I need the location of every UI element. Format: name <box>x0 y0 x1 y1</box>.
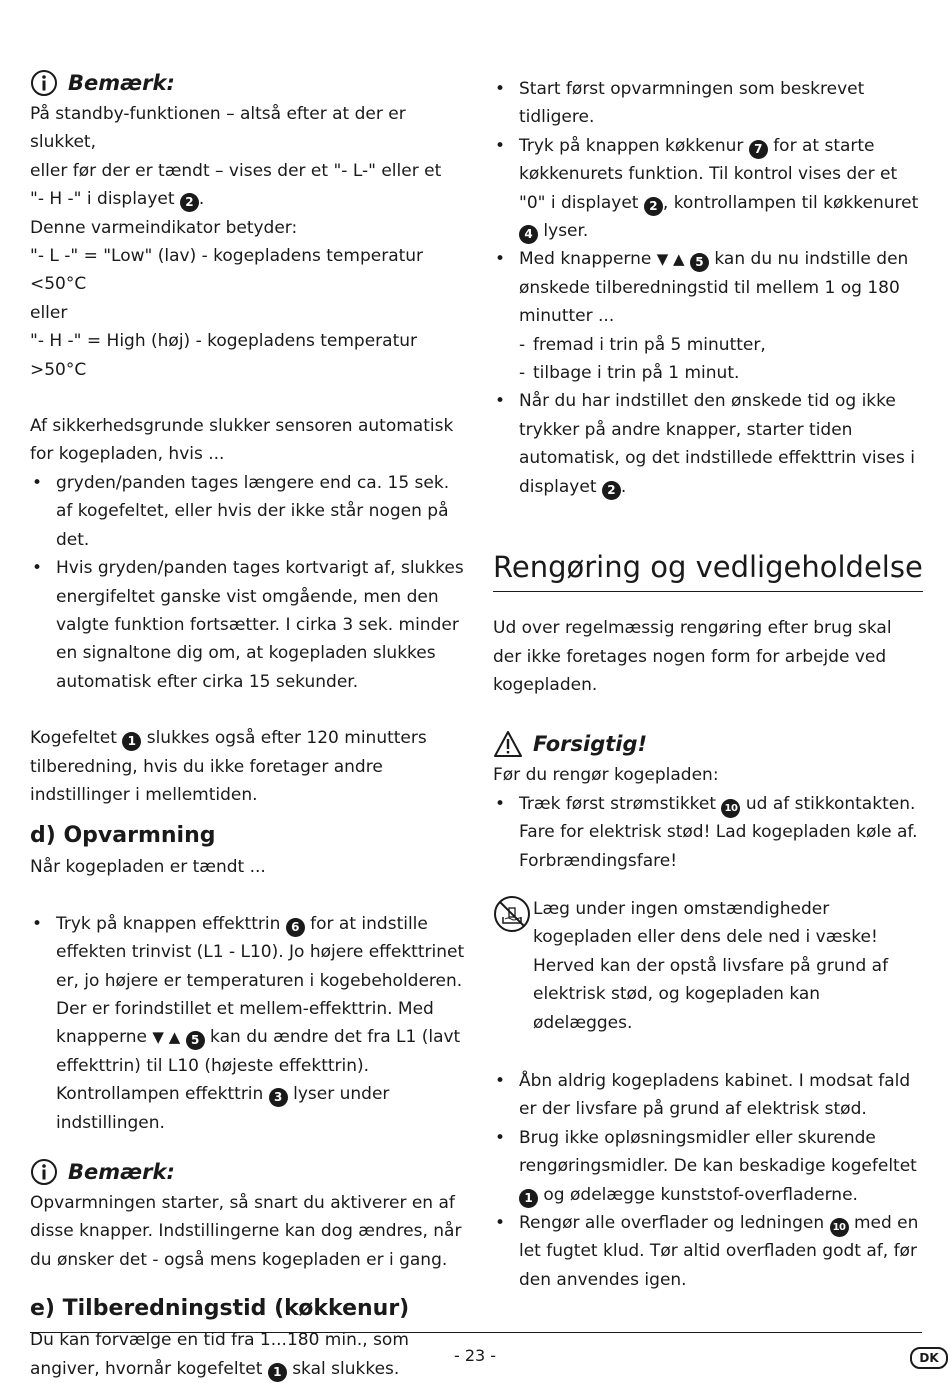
note-line: På standby-funktionen – altså efter at der er slukket, <box>30 104 406 153</box>
left-column <box>30 62 465 1383</box>
note-line: eller <box>30 302 68 323</box>
list-item: • Åbn aldrig kogepladens kabinet. I modsat fald er der livsfare på grund af elektrisk stød. <box>493 1067 923 1124</box>
safety-list <box>30 469 465 696</box>
list-item: • Start først opvarmningen som beskrevet tidligere. <box>493 75 923 132</box>
text: slukkes også efter 120 minutters tilberedning, hvis du ikke foretager andre indstillinger i mellemtiden. <box>30 728 427 805</box>
info-circle-icon <box>30 69 58 97</box>
number-badge: 2 <box>644 197 663 216</box>
section-heading-cleaning: Rengøring og vedligeholdelse <box>493 545 923 592</box>
list-item: • Hvis gryden/panden tages kortvarigt af, slukkes energifeltet ganske vist omgående, men den valgte funktion fortsætter. I cirka 3 sek. minder en signaltone dig om, at kogepladen slukkes automatisk efter cirka 15 sekunder. <box>30 554 465 696</box>
timer-sub-list <box>493 331 923 388</box>
footer-rule <box>30 1332 922 1333</box>
warning-triangle-icon <box>493 730 523 758</box>
text: Brug ikke opløsningsmidler eller skurende rengøringsmidler. De kan beskadige kogefeltet <box>519 1127 917 1177</box>
number-badge: 7 <box>749 140 768 159</box>
text: Træk først strømstikket <box>519 793 722 814</box>
cleaning-list <box>493 1067 923 1294</box>
note-title: Bemærk: <box>68 71 175 95</box>
heating-list <box>30 910 465 1137</box>
arrow-down-up-icon: ▼ ▲ <box>152 1028 181 1047</box>
timer-steps-list-2 <box>493 387 923 501</box>
text: for at indstille effekten trinvist (L1 - L10). Jo højere effekttrinet er, jo højere er temperaturen i kogebeholderen. Der er forindstillet et mellem-effekttrin. Med knapperne <box>56 913 465 1048</box>
caution-heading <box>493 727 923 761</box>
auto-off-paragraph <box>30 724 465 809</box>
number-badge: 5 <box>186 1031 205 1050</box>
text: for at starte køkkenurets funktion. Til kontrol vises der et "0" i displayet <box>519 135 898 213</box>
note-heading <box>30 66 465 100</box>
no-immersion-warning <box>493 895 923 1037</box>
text: med en let fugtet klud. Tør altid overfladen godt af, før den anvendes igen. <box>519 1213 919 1290</box>
caution-list <box>493 790 923 875</box>
language-badge: DK <box>910 1347 948 1369</box>
list-item <box>493 387 923 501</box>
number-badge: 3 <box>269 1088 288 1107</box>
note-line: "- H -" = High (høj) - kogepladens temperatur <box>30 331 418 352</box>
no-immersion-text: Læg under ingen omstændigheder kogepladen eller dens dele ned i væske! Herved kan der opstå livsfare på grund af elektrisk stød, og kogepladen kan ødelægges. <box>533 898 889 1033</box>
text: skal slukkes. <box>286 1358 400 1379</box>
note-text: Opvarmningen starter, så snart du aktiverer en af disse knapper. Indstillingerne kan dog ændres, når du ønsker det - også mens kogepladen er i gang. <box>30 1193 462 1270</box>
text: lyser under indstillingen. <box>56 1084 390 1133</box>
text: lyser. <box>538 221 589 242</box>
caution-title: Forsigtig! <box>533 732 648 757</box>
text: Kogefeltet <box>30 728 123 749</box>
arrow-down-up-icon: ▼ ▲ <box>656 250 685 269</box>
text: . <box>198 189 205 210</box>
caution-intro: Før du rengør kogepladen: <box>493 765 719 786</box>
text: kan du nu indstille den ønskede tilberedningstid til mellem 1 og 180 minutter ... <box>519 249 909 327</box>
text: Rengør alle overflader og ledningen <box>519 1213 830 1233</box>
note-line: >50°C <box>30 359 87 380</box>
text: kan du ændre det fra L1 (lavt effekttrin) til L10 (højeste effekttrin). Kontrollampen effekttrin <box>56 1027 461 1105</box>
page-number: - 23 - <box>453 1346 497 1365</box>
note-line <box>30 185 465 213</box>
list-item: - fremad i trin på 5 minutter, <box>493 331 923 359</box>
text: ud af stikkontakten. Fare for elektrisk stød! Lad kogepladen køle af. Forbrændingsfare! <box>519 793 918 871</box>
text: og ødelægge kunststof-overfladerne. <box>538 1184 858 1205</box>
note-line: Denne varmeindikator betyder: <box>30 217 298 238</box>
section-heading-timer: e) Tilberedningstid (køkkenur) <box>30 1296 410 1322</box>
number-badge: 2 <box>602 481 621 500</box>
safety-intro: Af sikkerhedsgrunde slukker sensoren automatisk for kogepladen, hvis ... <box>30 416 454 465</box>
note-title: Bemærk: <box>68 1160 175 1184</box>
right-column <box>493 75 923 1294</box>
list-item <box>493 1209 923 1294</box>
number-badge: 5 <box>690 253 709 272</box>
heating-intro: Når kogepladen er tændt ... <box>30 857 266 878</box>
note-line: <50°C <box>30 274 87 295</box>
text: , kontrollampen til køkkenuret <box>662 192 919 213</box>
list-item <box>30 910 465 1137</box>
number-badge: 6 <box>286 918 305 937</box>
section-heading-heating: d) Opvarmning <box>30 823 216 849</box>
number-badge: 10 <box>830 1218 849 1237</box>
text: Når du har indstillet den ønskede tid og ikke trykker på andre knapper, starter tiden automatisk, og det indstillede effekttrin vises i displayet <box>519 391 915 497</box>
info-circle-icon <box>30 1158 58 1186</box>
number-badge: 2 <box>180 193 199 212</box>
number-badge: 1 <box>268 1363 287 1382</box>
text: Med knapperne <box>519 249 657 270</box>
text: Du kan forvælge en tid fra 1...180 min., som angiver, hvornår kogefeltet <box>30 1330 409 1379</box>
list-item <box>493 1124 923 1209</box>
text: Tryk på knappen effekttrin <box>56 913 286 934</box>
number-badge: 4 <box>519 225 538 244</box>
list-item: - tilbage i trin på 1 minut. <box>493 359 923 387</box>
number-badge: 10 <box>721 799 740 818</box>
number-badge: 1 <box>122 732 141 751</box>
number-badge: 1 <box>519 1189 538 1208</box>
note-heading <box>30 1155 465 1189</box>
note-line: eller før der er tændt – vises der et "- L-" eller et <box>30 160 442 181</box>
text: . <box>620 476 627 497</box>
list-item <box>493 790 923 875</box>
cleaning-intro: Ud over regelmæssig rengøring efter brug skal der ikke foretages nogen form for arbejde ved kogepladen. <box>493 618 892 695</box>
timer-steps-list <box>493 75 923 331</box>
note-line: "- L -" = "Low" (lav) - kogepladens temperatur <box>30 246 424 267</box>
list-item <box>493 245 923 330</box>
list-item <box>493 132 923 246</box>
text: "- H -" i displayet <box>30 189 180 210</box>
list-item: • gryden/panden tages længere end ca. 15 sek. af kogefeltet, eller hvis der ikke står nogen på det. <box>30 469 465 554</box>
no-immersion-icon <box>493 895 531 933</box>
text: Tryk på knappen køkkenur <box>519 135 749 156</box>
